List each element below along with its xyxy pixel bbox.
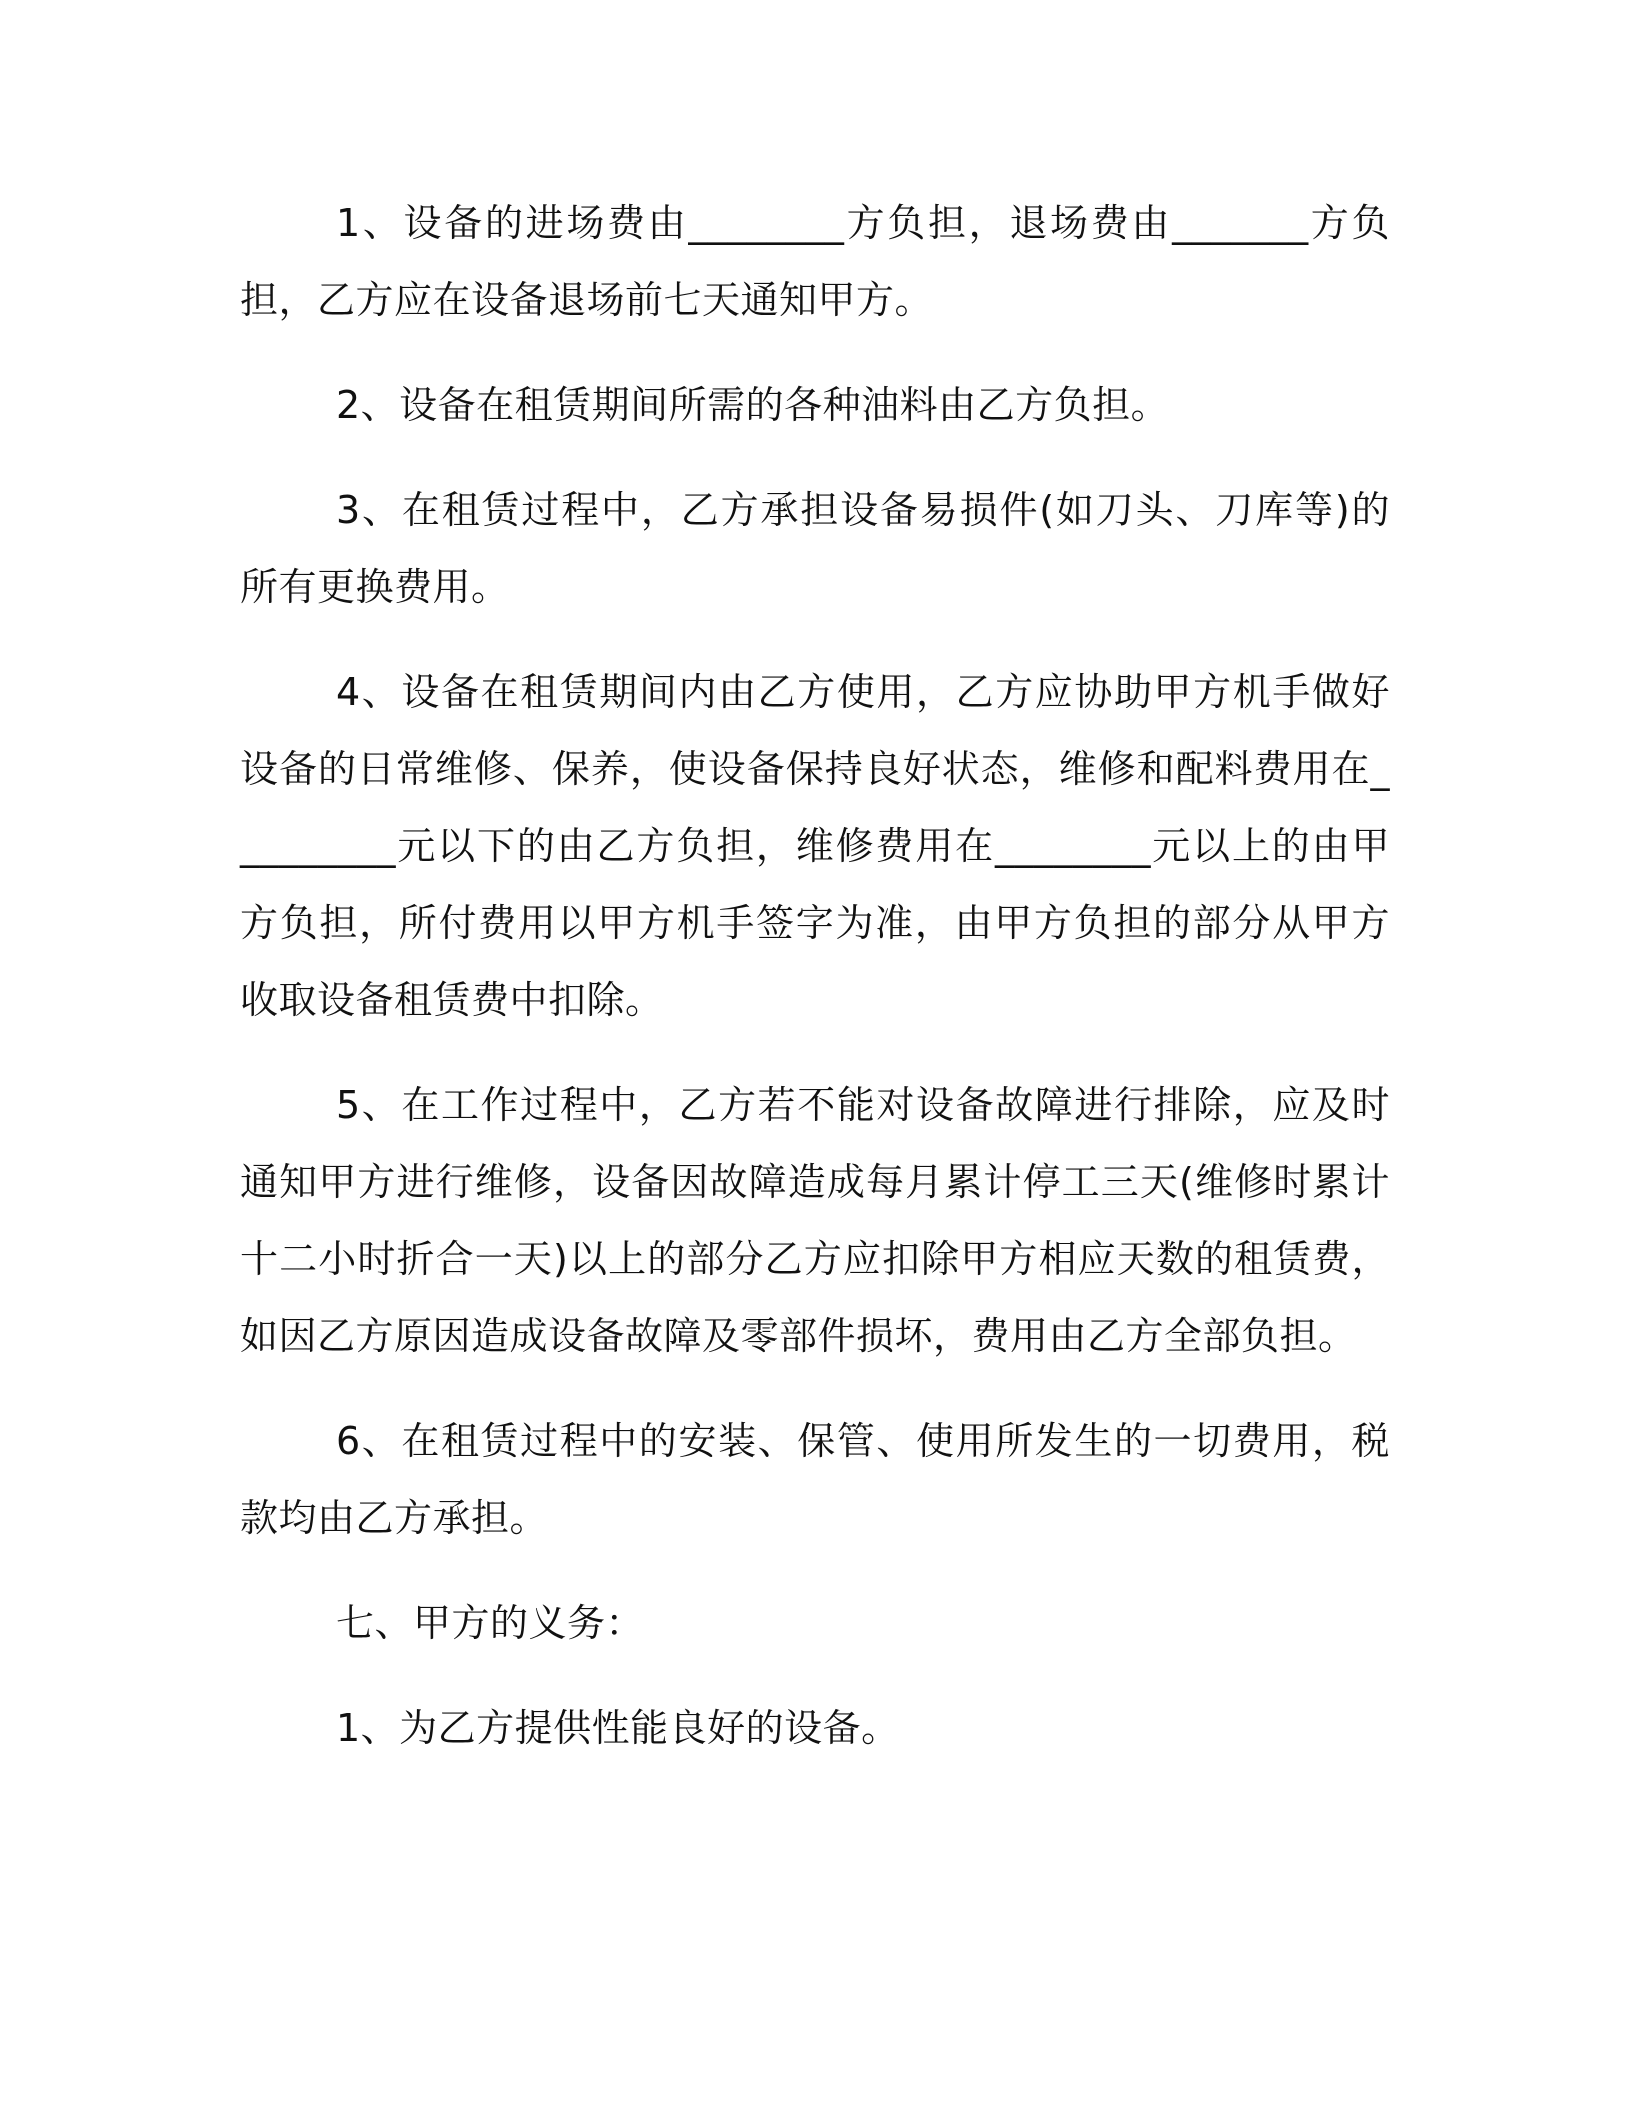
clause-3-wear-parts: 3、在租赁过程中，乙方承担设备易损件(如刀头、刀库等)的所有更换费用。: [240, 488, 1390, 609]
clause-4-maintenance: 4、设备在租赁期间内由乙方使用，乙方应协助甲方机手做好设备的日常维修、保养，使设备保持良好状态，维修和配料费用在_________元以下的由乙方负担，维修费用在________元以上的由甲方负担，所付费用以甲方机手签字为准，由甲方负担的部分从甲方收取设备租赁费中扣除。: [240, 670, 1390, 1022]
section-heading-party-a-obligations: 七、甲方的义务：: [336, 1601, 645, 1645]
clause-6-costs-taxes: 6、在租赁过程中的安装、保管、使用所发生的一切费用，税款均由乙方承担。: [240, 1419, 1390, 1540]
clause-5-breakdown: 5、在工作过程中，乙方若不能对设备故障进行排除，应及时通知甲方进行维修，设备因故障造成每月累计停工三天(维修时累计十二小时折合一天)以上的部分乙方应扣除甲方相应天数的租赁费，如因乙方原因造成设备故障及零部件损坏，费用由乙方全部负担。: [240, 1083, 1390, 1358]
obligation-1-provide-equipment: 1、为乙方提供性能良好的设备。: [336, 1706, 900, 1750]
clause-1-entry-exit-fees: 1、设备的进场费由________方负担，退场费由_______方负担，乙方应在设备退场前七天通知甲方。: [240, 201, 1390, 322]
clause-2-fuel: 2、设备在租赁期间所需的各种油料由乙方负担。: [336, 383, 1170, 427]
document-body: [240, 185, 1390, 1795]
